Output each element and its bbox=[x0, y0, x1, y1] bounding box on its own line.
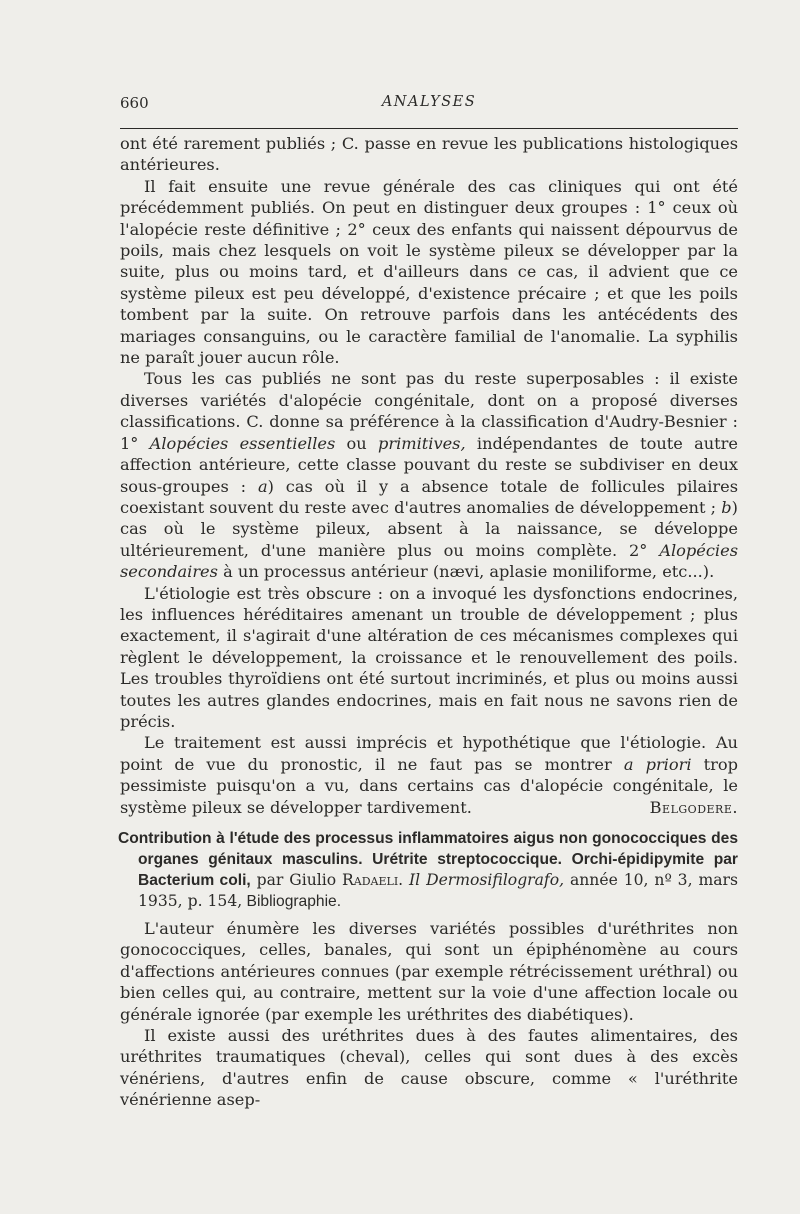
paragraph bbox=[120, 732, 738, 818]
paragraph: Il existe aussi des uréthrites dues à des fautes alimentaires, des uréthrites traumatiques (cheval), celles qui sont dues à des excès vénériens, d'autres enfin de cause obscure, comme « l'uréthrite vénérienne asep- bbox=[120, 1026, 738, 1110]
italic-term: primitives, bbox=[377, 433, 466, 453]
article-by: par Giulio bbox=[250, 871, 343, 889]
document-page bbox=[120, 94, 738, 1111]
text-run: trop pessimiste puisqu'on a vu, dans certains cas d'alopécie congénitale, le système pileux se développer tardivement. bbox=[120, 754, 738, 817]
article-heading bbox=[118, 828, 738, 912]
italic-letter: a bbox=[257, 476, 268, 496]
running-title: ANALYSES bbox=[381, 94, 477, 110]
text-run: Tous les cas publiés ne sont pas du reste superposables : il existe diverses variétés d'alopécie congénitale, dont on a proposé diverses classifications. C. donne sa préférence à la classification d'Audry-Besnier : 1° bbox=[120, 369, 738, 453]
article-journal: Il Dermosifilografo, bbox=[403, 871, 565, 889]
article-issue: année 10, nº 3, mars 1935, p. 154, bbox=[138, 871, 738, 910]
text-run: Le traitement est aussi imprécis et hypothétique que l'étiologie. Au point de vue du pronostic, il ne faut pas se montrer bbox=[120, 733, 738, 774]
paragraph: L'étiologie est très obscure : on a invoqué les dysfonctions endocrines, les influences héréditaires amenant un trouble de développement ; plus exactement, il s'agirait d'une altération de ces mécanismes complexes qui règlent le développement, la croissance et le renouvellement des poils. Les troubles thyroïdiens ont été surtout incriminés, et plus ou moins aussi toutes les autres glandes endocrines, mais en fait nous ne savons rien de précis. bbox=[120, 583, 738, 731]
article-text bbox=[120, 918, 738, 1111]
italic-letter: b bbox=[721, 497, 732, 517]
text-run: ) cas où il y a absence totale de follicules pilaires coexistant souvent du reste avec d'autres anomalies de développement ; bbox=[120, 476, 738, 517]
page-number: 660 bbox=[120, 94, 149, 112]
text-run: ou bbox=[335, 433, 378, 453]
text-run: indépendantes de toute autre affection antérieure, cette classe pouvant du reste se subdiviser en deux sous-groupes : bbox=[120, 433, 738, 496]
paragraph: Il fait ensuite une revue générale des cas cliniques qui ont été précédemment publiés. On peut en distinguer deux groupes : 1° ceux où l'alopécie reste définitive ; 2° ceux des enfants qui naissent dépourvus de poils, mais chez lesquels on voit le système pileux se développer par la suite, plus ou moins tard, et d'ailleurs dans ce cas, il advient que ce système pileux est peu développé, d'existence précaire ; et que les poils tombent par la suite. On retrouve parfois dans les antécédents des mariages consanguins, ou le caractère familial de l'anomalie. La syphilis ne paraît jouer aucun rôle. bbox=[120, 176, 738, 368]
text-run: à un processus antérieur (nævi, aplasie moniliforme, etc...). bbox=[217, 562, 715, 582]
page-header bbox=[120, 94, 738, 120]
paragraph: L'auteur énumère les diverses variétés possibles d'uréthrites non gonococciques, celles, banales, qui sont un épiphénomène au cours d'affections antérieures connues (par exemple rétrécissement uréthral) ou bien celles qui, au contraire, mettent sur la voie d'une affection locale ou générale ignorée (par exemple les uréthrites des diabétiques). bbox=[120, 919, 738, 1024]
text-run: ) cas où le système pileux, absent à la naissance, se développe ultérieurement, d'une manière plus ou moins complète. 2° bbox=[120, 497, 738, 560]
italic-term: Alopécies essentielles bbox=[149, 433, 336, 453]
italic-term: a priori bbox=[623, 754, 692, 774]
article-title: Contribution à l'étude des processus inflammatoires aigus non gonococciques des organes génitaux masculins. Urétrite streptococcique. Orchi-épidipymite par Bacterium coli, bbox=[118, 830, 738, 889]
paragraph bbox=[120, 368, 738, 582]
body-text bbox=[120, 133, 738, 818]
italic-term: Alopécies secondaires bbox=[120, 540, 738, 582]
article-author: Radaeli. bbox=[342, 871, 404, 889]
header-rule bbox=[120, 128, 738, 129]
article-bibliography: Bibliographie. bbox=[242, 893, 342, 910]
paragraph: ont été rarement publiés ; C. passe en revue les publications histologiques antérieures. bbox=[120, 134, 738, 175]
reviewer-signature: Belgodere. bbox=[649, 797, 738, 817]
